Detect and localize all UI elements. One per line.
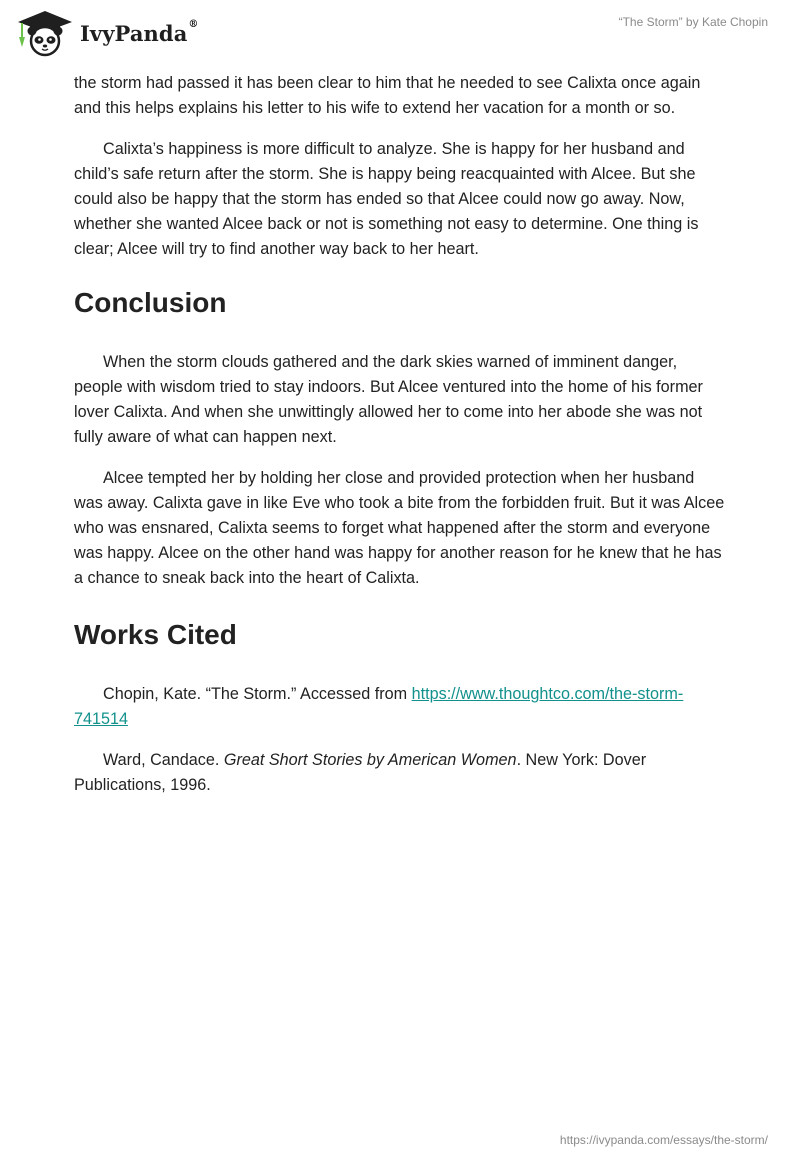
citation-chopin-text: Chopin, Kate. “The Storm.” Accessed from bbox=[103, 685, 412, 703]
citation-ward-publisher: . New York: Dover Publications, 1996. bbox=[74, 751, 647, 794]
essay-content bbox=[74, 71, 726, 814]
document-title: “The Storm” by Kate Chopin bbox=[618, 15, 768, 29]
page-header bbox=[0, 0, 800, 70]
panda-graduation-cap-icon bbox=[16, 9, 74, 57]
footer-source-url[interactable]: https://ivypanda.com/essays/the-storm/ bbox=[559, 1133, 768, 1147]
brand-name: IvyPanda® bbox=[80, 18, 199, 46]
heading-conclusion: Conclusion bbox=[74, 287, 227, 318]
paragraph-continuation: the storm had passed it has been clear to him that he needed to see Calixta once again and this helps explains his letter to his wife to extend her vacation for a month or so. bbox=[74, 74, 701, 117]
citation-chopin-link[interactable]: https://www.thoughtco.com/the-storm-741514 bbox=[74, 685, 684, 728]
paragraph-conclusion-1: When the storm clouds gathered and the dark skies warned of imminent danger, people with wisdom tried to stay indoors. But Alcee ventured into the home of his former lover Calixta. And when she unwittingly allowed her to come into her abode she was not fully aware of what can happen next. bbox=[74, 353, 703, 446]
citation-ward bbox=[74, 748, 726, 798]
citation-chopin bbox=[74, 682, 726, 732]
paragraph-calixta-happiness: Calixta’s happiness is more difficult to analyze. She is happy for her husband and child’s safe return after the storm. She is happy being reacquainted with Alcee. But she could also be happy that the storm has ended so that Alcee could now go away. Now, whether she wanted Alcee back or not is something not easy to determine. One thing is clear; Alcee will try to find another way back to her heart. bbox=[74, 140, 699, 258]
ivypanda-logo[interactable] bbox=[16, 8, 199, 58]
registered-mark: ® bbox=[188, 18, 199, 30]
citation-ward-title: Great Short Stories by American Women bbox=[223, 751, 517, 769]
citation-ward-author: Ward, Candace. bbox=[103, 751, 224, 769]
paragraph-conclusion-2: Alcee tempted her by holding her close and provided protection when her husband was away. Calixta gave in like Eve who took a bite from the forbidden fruit. But it was Alcee who was ensnared, Calixta seems to forget what happened after the storm and everyone was happy. Alcee on the other hand was happy for another reason for he knew that he has a chance to sneak back into the heart of Calixta. bbox=[74, 469, 725, 587]
heading-works-cited: Works Cited bbox=[74, 619, 237, 650]
